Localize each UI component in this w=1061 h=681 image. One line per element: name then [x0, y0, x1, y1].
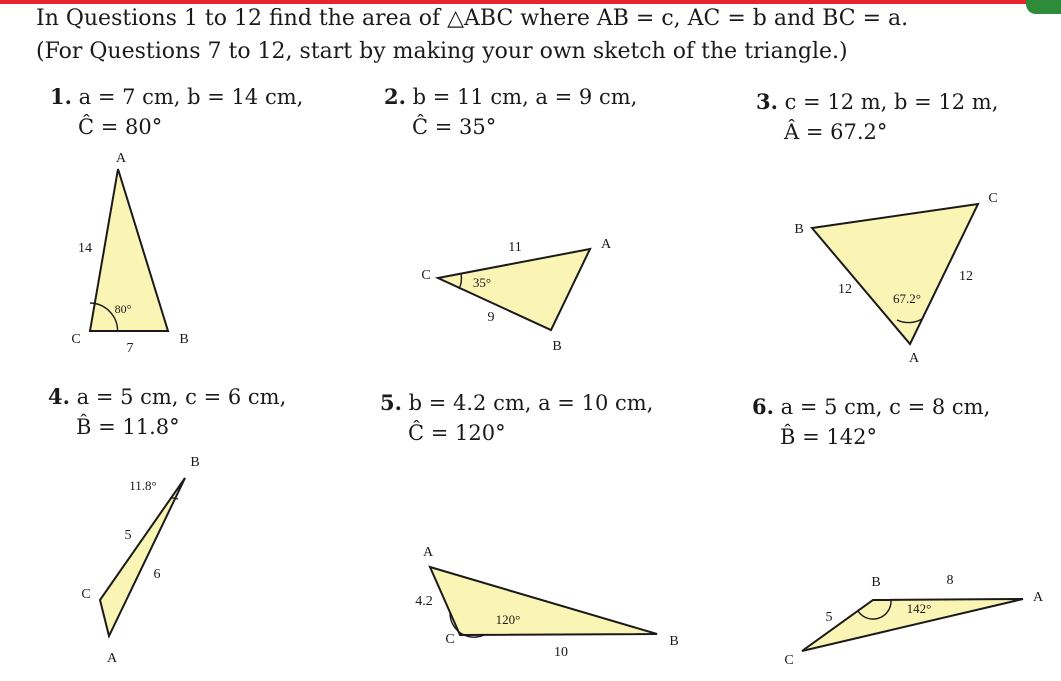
- side-label-a: 5: [124, 528, 132, 543]
- question-given: a = 5 cm, c = 6 cm,: [76, 385, 287, 409]
- question-number: 4.: [48, 384, 70, 409]
- side-label-b: 4.2: [415, 594, 433, 609]
- triangle-figure-6: [784, 573, 1044, 668]
- vertex-label-b: B: [190, 455, 200, 470]
- question-angle: B̂ = 11.8°: [76, 415, 180, 439]
- triangle-shape: [100, 478, 185, 636]
- vertex-label-b: B: [669, 634, 679, 649]
- question-angle: B̂ = 142°: [780, 425, 877, 449]
- side-label-b: 12: [959, 269, 973, 284]
- vertex-label-a: A: [600, 237, 612, 252]
- side-label-c: 8: [946, 573, 954, 588]
- angle-label: 120°: [495, 612, 521, 627]
- angle-label: 142°: [906, 601, 932, 616]
- vertex-label-a: A: [115, 151, 127, 166]
- triangle-shape: [438, 249, 590, 330]
- vertex-label-c: C: [988, 191, 998, 206]
- vertex-label-b: B: [179, 332, 189, 347]
- question-given: a = 7 cm, b = 14 cm,: [78, 85, 304, 109]
- triangle-figure-4: [81, 455, 199, 666]
- triangle-shape: [812, 204, 978, 344]
- side-label-c: 6: [153, 567, 161, 582]
- side-label-a: 5: [825, 610, 833, 625]
- vertex-label-c: C: [71, 332, 81, 347]
- question-angle: Â = 67.2°: [784, 120, 888, 144]
- question-number: 6.: [752, 394, 774, 419]
- vertex-label-c: C: [784, 653, 794, 668]
- triangle-figure-2: [421, 237, 612, 354]
- angle-label: 80°: [114, 302, 132, 316]
- side-label-c: 12: [838, 282, 852, 297]
- question-given: b = 11 cm, a = 9 cm,: [412, 85, 638, 109]
- question-given: a = 5 cm, c = 8 cm,: [780, 395, 991, 419]
- side-label-a: 7: [126, 341, 134, 356]
- question-given: c = 12 m, b = 12 m,: [784, 90, 999, 114]
- side-label-b: 14: [78, 241, 92, 256]
- triangle-shape: [430, 567, 657, 635]
- question-angle: Ĉ = 35°: [412, 115, 497, 139]
- vertex-label-a: A: [422, 545, 434, 560]
- side-label-b: 11: [508, 240, 522, 255]
- vertex-label-a: A: [908, 351, 920, 366]
- angle-label: 11.8°: [129, 478, 157, 493]
- side-label-a: 9: [487, 310, 495, 325]
- question-number: 1.: [50, 84, 72, 109]
- question-angle: Ĉ = 80°: [78, 115, 163, 139]
- vertex-label-c: C: [81, 587, 91, 602]
- vertex-label-b: B: [552, 339, 562, 354]
- triangle-figure-5: [415, 545, 678, 660]
- question-number: 3.: [756, 89, 778, 114]
- question-number: 2.: [384, 84, 406, 109]
- vertex-label-c: C: [445, 632, 455, 647]
- vertex-label-c: C: [421, 268, 431, 283]
- question-given: b = 4.2 cm, a = 10 cm,: [408, 391, 654, 415]
- vertex-label-a: A: [106, 651, 118, 666]
- intro-line-2: (For Questions 7 to 12, start by making your own sketch of the triangle.): [36, 39, 848, 64]
- triangle-figure-1: [71, 151, 188, 356]
- vertex-label-a: A: [1032, 590, 1044, 605]
- question-number: 5.: [380, 390, 402, 415]
- intro-line-1: In Questions 1 to 12 find the area of △ABC where AB = c, AC = b and BC = a.: [36, 6, 909, 31]
- triangle-figure-3: [794, 191, 997, 366]
- vertex-label-b: B: [794, 222, 804, 237]
- vertex-label-b: B: [871, 575, 881, 590]
- angle-label: 67.2°: [893, 291, 921, 306]
- side-label-a: 10: [554, 645, 568, 660]
- question-angle: Ĉ = 120°: [408, 421, 506, 445]
- angle-label: 35°: [472, 275, 492, 290]
